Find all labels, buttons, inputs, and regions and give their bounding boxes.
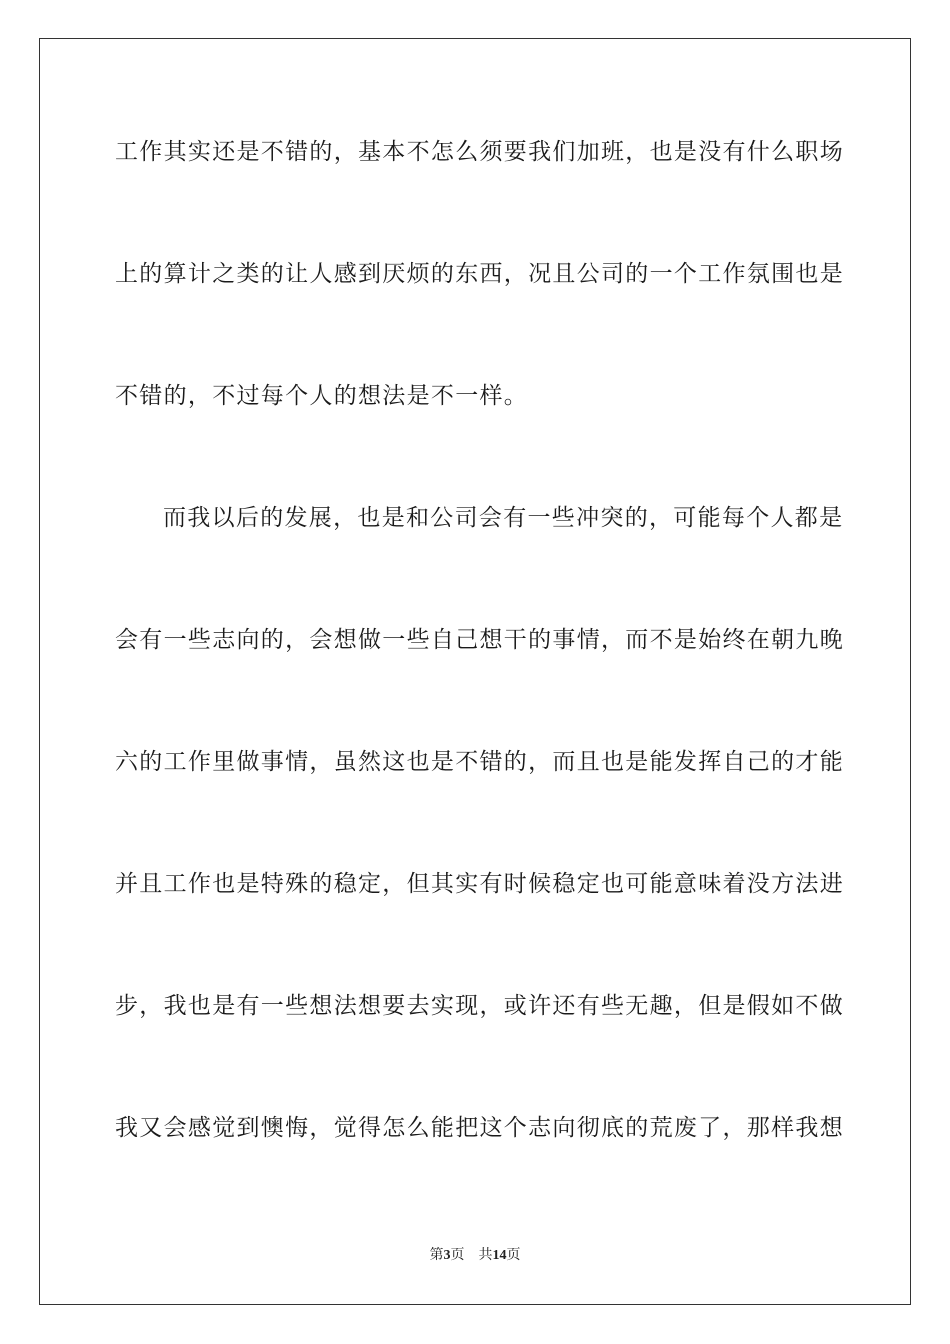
- total-pages: 14: [492, 1248, 507, 1263]
- total-prefix: 共: [478, 1248, 493, 1263]
- text-line-3: 不错的，不过每个人的想法是不一样。: [115, 383, 529, 409]
- text-line-4: 而我以后的发展，也是和公司会有一些冲突的，可能每个人都是: [163, 505, 844, 531]
- page-prefix: 第: [429, 1248, 444, 1263]
- page-number: 3: [443, 1248, 451, 1263]
- text-line-2: 上的算计之类的让人感到厌烦的东西，况且公司的一个工作氛围也是: [115, 261, 844, 287]
- document-body: [115, 128, 844, 1226]
- text-line-8: 步，我也是有一些想法想要去实现，或许还有些无趣，但是假如不做: [115, 993, 844, 1019]
- page-suffix: 页: [450, 1248, 465, 1263]
- total-suffix: 页: [506, 1248, 521, 1263]
- text-line-1: 工作其实还是不错的，基本不怎么须要我们加班，也是没有什么职场: [115, 139, 844, 165]
- text-line-6: 六的工作里做事情，虽然这也是不错的，而且也是能发挥自己的才能: [115, 749, 844, 775]
- page-footer: [0, 1246, 950, 1266]
- text-line-5: 会有一些志向的，会想做一些自己想干的事情，而不是始终在朝九晚: [115, 627, 844, 653]
- text-line-9: 我又会感觉到懊悔，觉得怎么能把这个志向彻底的荒废了，那样我想: [115, 1115, 844, 1141]
- text-line-7: 并且工作也是特殊的稳定，但其实有时候稳定也可能意味着没方法进: [115, 871, 844, 897]
